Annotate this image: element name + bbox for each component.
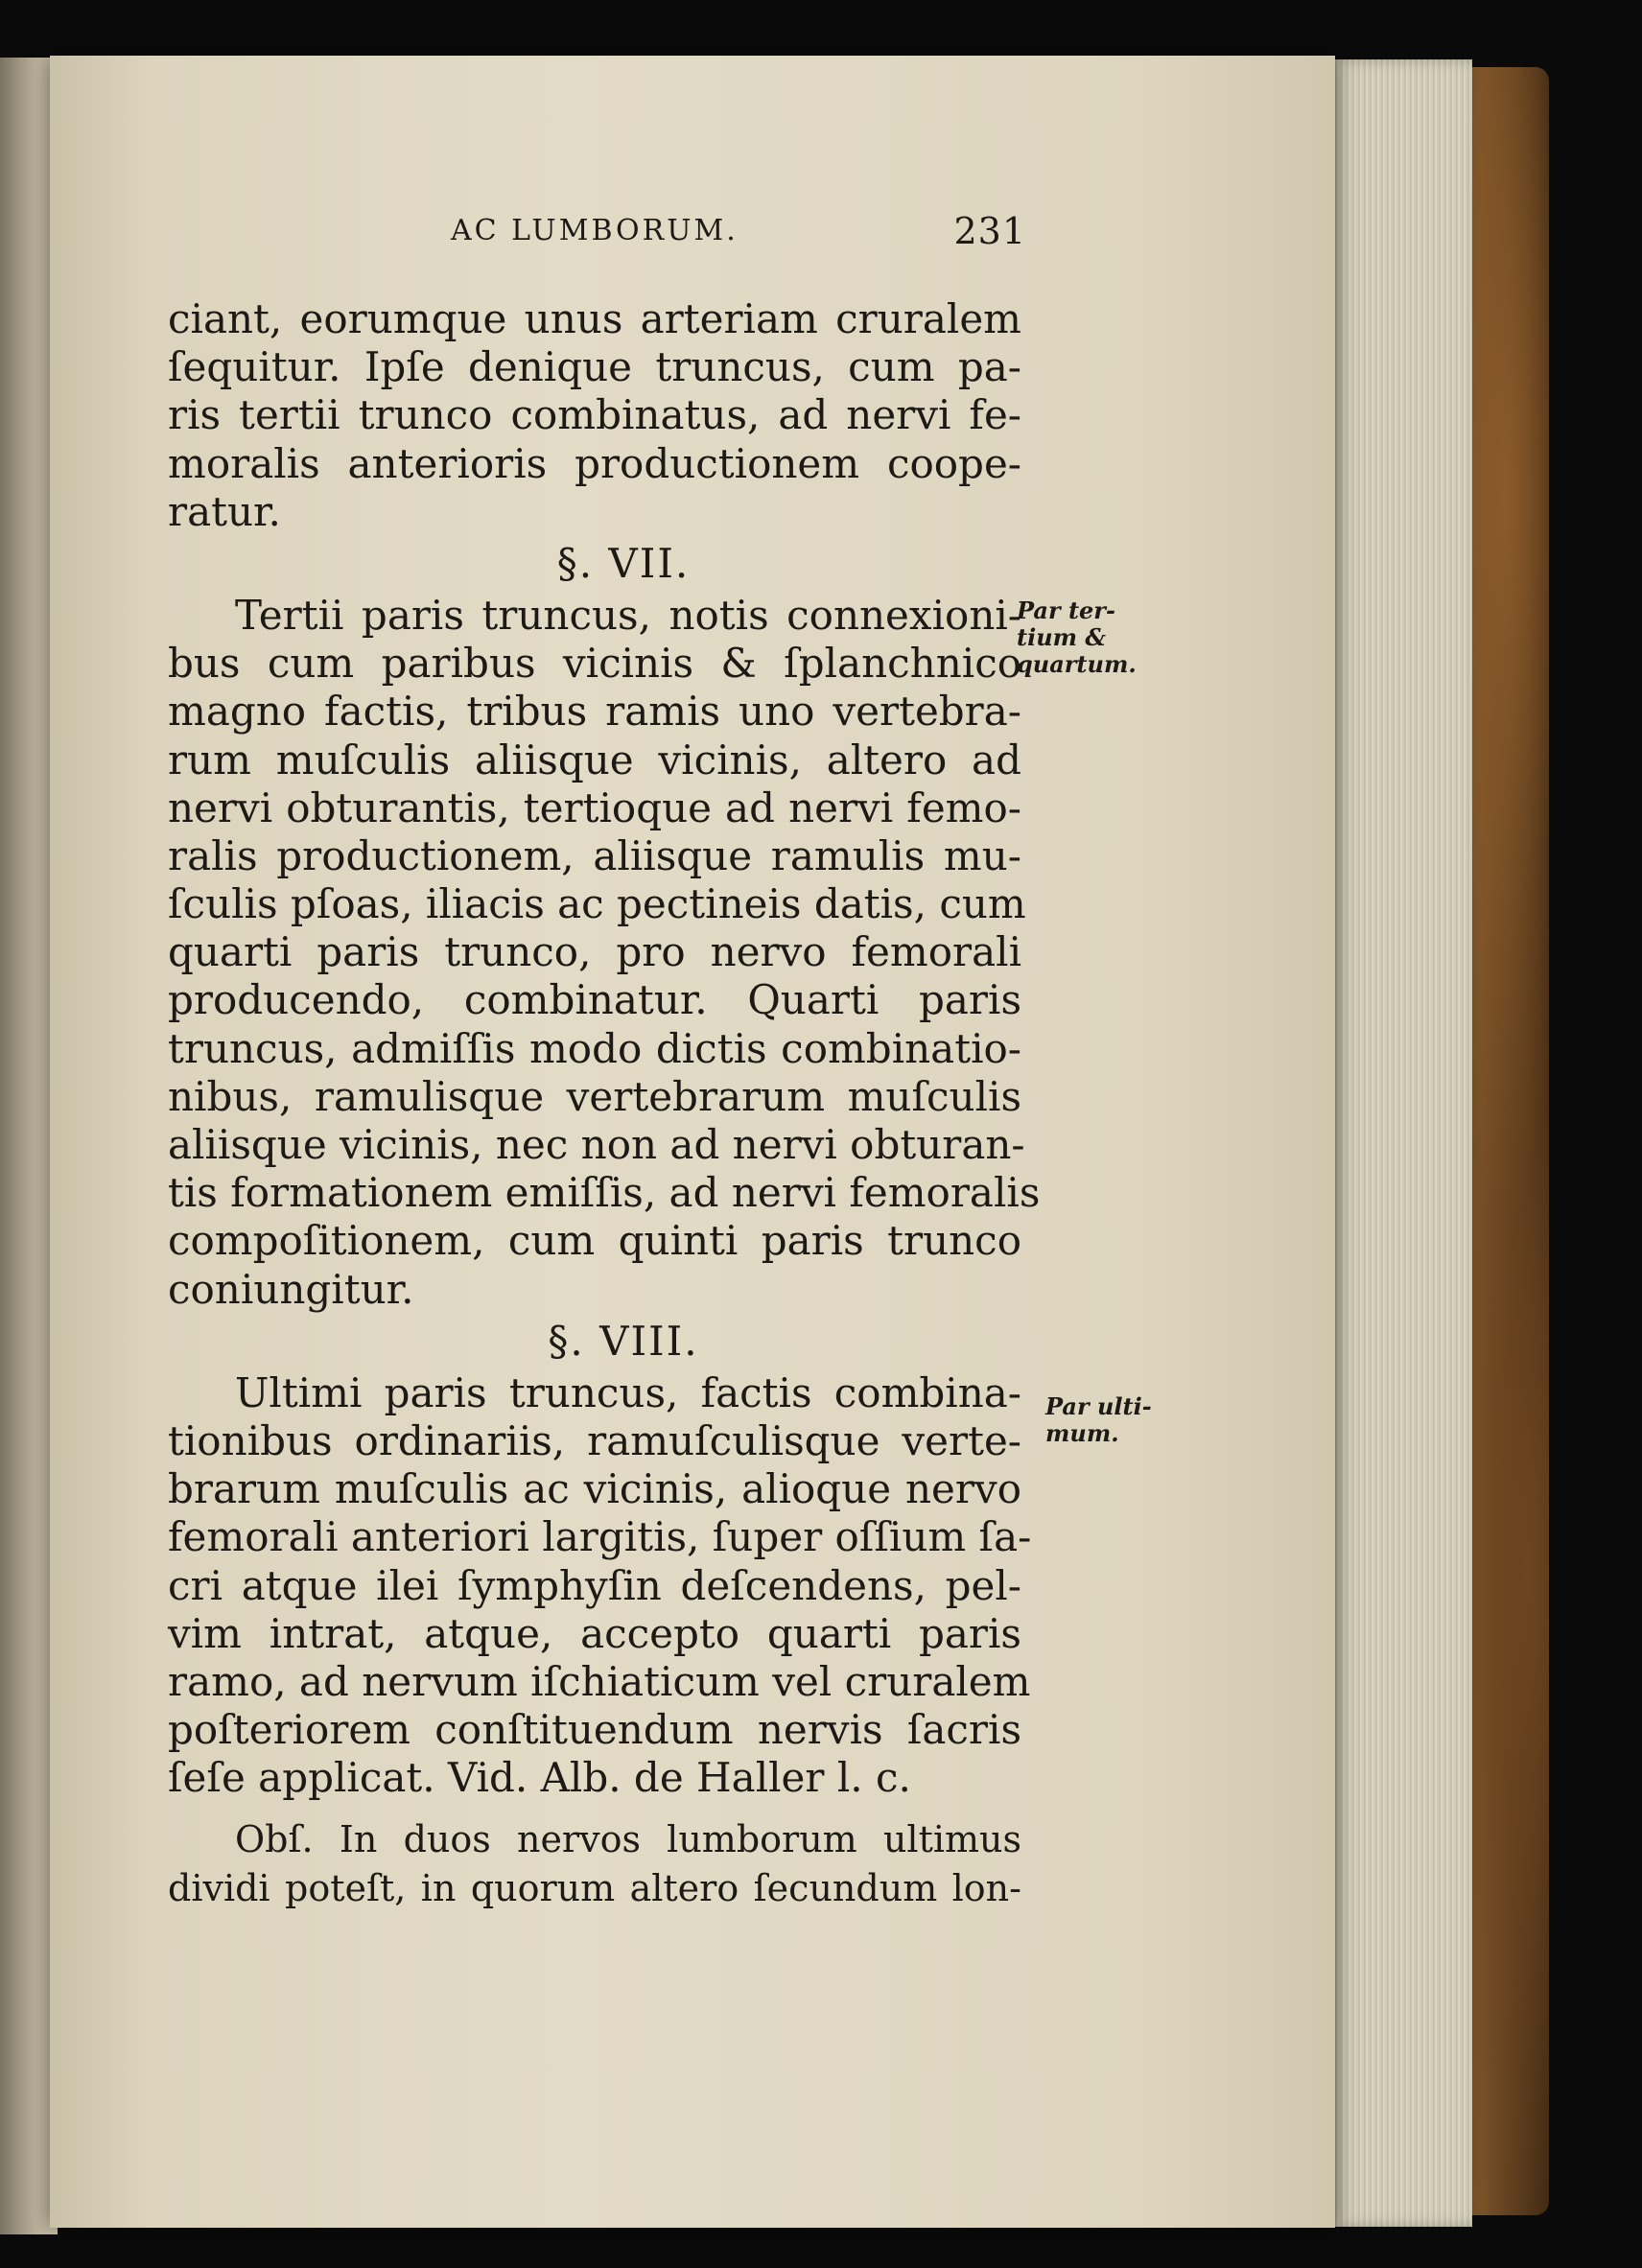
text-line: aliisque vicinis, nec non ad nervi obturan- [168,1121,1025,1168]
margin-note-line: Par ulti- [1045,1392,1152,1420]
text-line: poſteriorem conſtituendum nervis ſacris [168,1706,1021,1754]
margin-note-line: quartum. [1017,650,1137,678]
text-line: femorali anteriori largitis, ſuper oſſium ſa- [168,1513,1032,1561]
text-line: ſequitur. Ipſe denique truncus, cum pa- [168,343,1021,391]
text-line: ralis productionem, aliisque ramulis mu- [168,831,1021,879]
text-line: tis formationem emiſſis, ad nervi femoralis [168,1169,1041,1217]
text-line: bus cum paribus vicinis & ſplanchnico [168,640,1021,688]
text-line: compoſitionem, cum quinti paris trunco [168,1217,1021,1265]
margin-note-line: Par ter- [1017,596,1115,624]
text-line: vim intrat, atque, accepto quarti paris [168,1609,1021,1657]
text-line: ris tertii trunco combinatus, ad nervi fe- [168,391,1021,439]
left-page-edge [0,58,58,2234]
margin-note-line: tium & [1017,623,1107,651]
margin-note-par-ultimum [1045,1393,1199,1447]
text-line: Ultimi paris truncus, factis combina- [235,1368,1021,1416]
body-text [168,295,1041,1912]
page-number: 231 [953,210,1026,252]
section-heading-viii: §. VIII. [548,1317,699,1365]
observation-line: Obſ. In duos nervos lumborum ultimus [235,1818,1021,1861]
text-line: moralis anterioris productionem coope- [168,439,1021,487]
observation-line: dividi poteſt, in quorum altero ſecundum lon- [168,1866,1021,1909]
text-line: ramo, ad nervum iſchiaticum vel cruralem [168,1657,1031,1705]
text-line: brarum muſculis ac vicinis, alioque nervo [168,1465,1021,1513]
margin-note-line: mum. [1045,1419,1119,1447]
text-line: ſculis pſoas, iliacis ac pectineis datis, cum [168,880,1026,928]
text-line: rum muſculis aliisque vicinis, altero ad [168,736,1021,783]
text-line: truncus, admiſſis modo dictis combinatio- [168,1024,1021,1072]
text-line: quarti paris trunco, pro nervo femorali [168,928,1021,976]
margin-note-par-tertium [1017,597,1170,678]
text-line: Tertii paris truncus, notis connexioni- [235,591,1021,639]
section-heading-vii: §. VII. [556,539,691,587]
text-line: coniungitur. [168,1265,414,1313]
page-edges [1328,59,1472,2227]
text-line: producendo, combinatur. Quarti paris [168,976,1021,1024]
running-head [451,210,1026,252]
text-line: cri atque ilei ſymphyſin deſcendens, pel- [168,1561,1021,1609]
book-page [50,56,1335,2228]
text-line: ſeſe applicat. Vid. Alb. de Haller l. c. [168,1754,911,1802]
text-line: tionibus ordinariis, ramuſculisque verte- [168,1416,1021,1464]
text-line: nibus, ramulisque vertebrarum muſculis [168,1072,1021,1120]
text-line: ratur. [168,487,281,535]
text-line: ciant, eorumque unus arteriam cruralem [168,295,1021,342]
text-line: magno factis, tribus ramis uno vertebra- [168,688,1021,736]
text-line: nervi obturantis, tertioque ad nervi femo- [168,783,1021,831]
running-head-title: AC LUMBORUM. [451,214,739,247]
